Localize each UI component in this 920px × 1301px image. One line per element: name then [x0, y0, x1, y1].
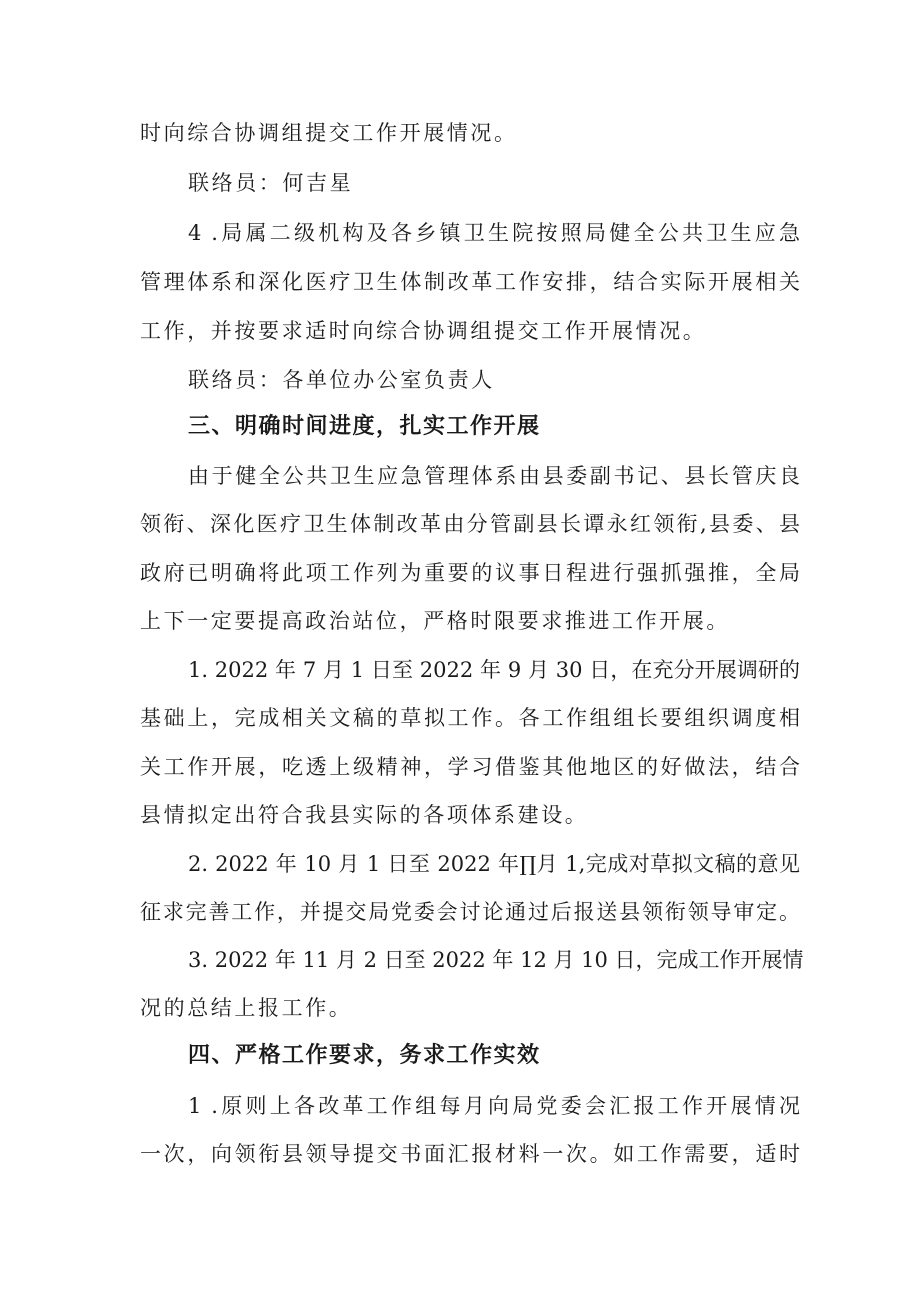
text-line: 管理体系和深化医疗卫生体制改革工作安排，结合实际开展相关	[140, 270, 800, 294]
text-line: 况的总结上报工作。	[140, 996, 353, 1020]
text-line: 关工作开展，吃透上级精神，学习借鉴其他地区的好做法，结合	[140, 755, 800, 779]
text-line: 3. 2022 年 11 月 2 日至 2022 年 12 月 10 日，完成工作开展情	[188, 948, 804, 972]
text-line: 政府已明确将此项工作列为重要的议事日程进行强抓强推，全局	[140, 561, 800, 585]
section-heading: 三、明确时间进度，扎实工作开展	[188, 414, 541, 439]
text-line: 2. 2022 年 10 月 1 日至 2022 年∏月 1,完成对草拟文稿的意见	[188, 852, 800, 876]
text-line: 上下一定要提高政治站位，严格时限要求推进工作开展。	[140, 609, 730, 633]
text-line: 基础上，完成相关文稿的草拟工作。各工作组组长要组织调度相	[140, 706, 800, 730]
text-line: 县情拟定出符合我县实际的各项体系建设。	[140, 803, 589, 827]
text-line: 4 .局属二级机构及各乡镇卫生院按照局健全公共卫生应急	[188, 221, 800, 245]
text-line: 一次，向领衔县领导提交书面汇报材料一次。如工作需要，适时	[140, 1142, 800, 1166]
text-line: 由于健全公共卫生应急管理体系由县委副书记、县长管庆良	[188, 464, 800, 488]
contact-line: 联络员：各单位办公室负责人	[188, 368, 495, 392]
section-heading: 四、严格工作要求，务求工作实效	[188, 1043, 541, 1068]
text-line: 工作，并按要求适时向综合协调组提交工作开展情况。	[140, 319, 707, 343]
text-line: 1 .原则上各改革工作组每月向局党委会汇报工作开展情况	[188, 1094, 800, 1118]
text-line: 1. 2022 年 7 月 1 日至 2022 年 9 月 30 日，在充分开展调研的	[188, 658, 800, 682]
text-line: 时向综合协调组提交工作开展情况。	[140, 121, 518, 145]
text-line: 领衔、深化医疗卫生体制改革由分管副县长谭永红领衔,县委、县	[140, 512, 800, 536]
text-line: 征求完善工作，并提交局党委会讨论通过后报送县领衔领导审定。	[140, 900, 800, 924]
contact-line: 联络员：何吉星	[188, 171, 354, 195]
